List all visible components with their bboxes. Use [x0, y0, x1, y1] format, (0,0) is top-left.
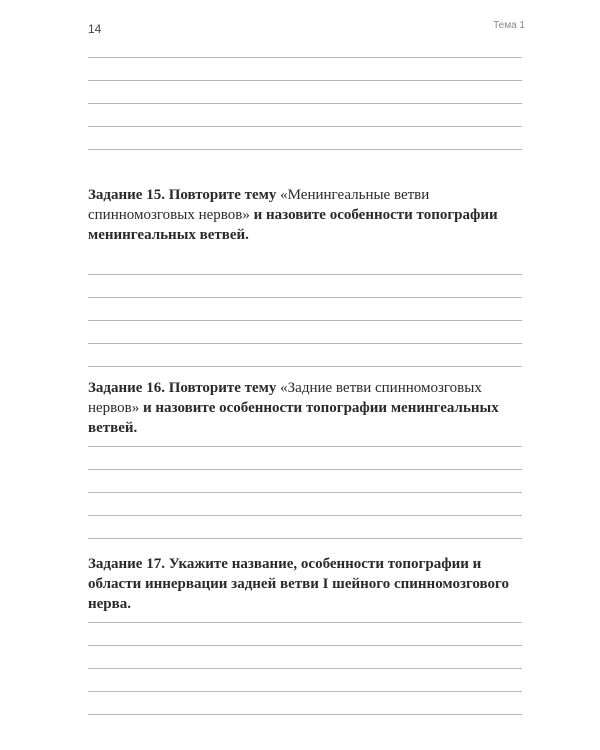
answer-line[interactable]	[88, 58, 522, 81]
answer-line[interactable]	[88, 275, 522, 298]
answer-line[interactable]	[88, 516, 522, 539]
answer-line[interactable]	[88, 321, 522, 344]
answer-line[interactable]	[88, 127, 522, 150]
answer-line[interactable]	[88, 493, 522, 516]
answer-line[interactable]	[88, 600, 522, 623]
task-topic: «Задние ветви спинномозговых нервов»	[88, 380, 482, 416]
answer-lines-task-17	[88, 600, 522, 715]
running-header: Тема 1	[493, 20, 525, 31]
task-text: Укажите название, особенности топографии и области иннервации задней ветви I шейного спинномозгового нерва.	[88, 556, 509, 612]
answer-lines-top	[88, 35, 522, 150]
answer-line[interactable]	[88, 252, 522, 275]
task-15	[88, 185, 533, 245]
answer-line[interactable]	[88, 692, 522, 715]
task-label: Задание 17.	[88, 556, 165, 572]
answer-line[interactable]	[88, 104, 522, 127]
answer-line[interactable]	[88, 81, 522, 104]
answer-lines-task-15	[88, 252, 522, 367]
answer-line[interactable]	[88, 298, 522, 321]
answer-lines-task-16	[88, 424, 522, 539]
task-label: Задание 15.	[88, 187, 165, 203]
answer-line[interactable]	[88, 623, 522, 646]
answer-line[interactable]	[88, 646, 522, 669]
task-text-before: Повторите тему	[168, 187, 277, 203]
answer-line[interactable]	[88, 424, 522, 447]
answer-line[interactable]	[88, 669, 522, 692]
task-topic: «Менингеальные ветви спинномозговых нервов»	[88, 187, 430, 223]
task-label: Задание 16.	[88, 380, 165, 396]
answer-line[interactable]	[88, 447, 522, 470]
answer-line[interactable]	[88, 470, 522, 493]
answer-line[interactable]	[88, 35, 522, 58]
task-text-before: Повторите тему	[168, 380, 277, 396]
task-text-after: и назовите особенности топографии менингеальных ветвей.	[88, 400, 499, 436]
answer-line[interactable]	[88, 344, 522, 367]
page-number: 14	[88, 22, 102, 36]
task-text-after: и назовите особенности топографии менингеальных ветвей.	[88, 207, 498, 243]
